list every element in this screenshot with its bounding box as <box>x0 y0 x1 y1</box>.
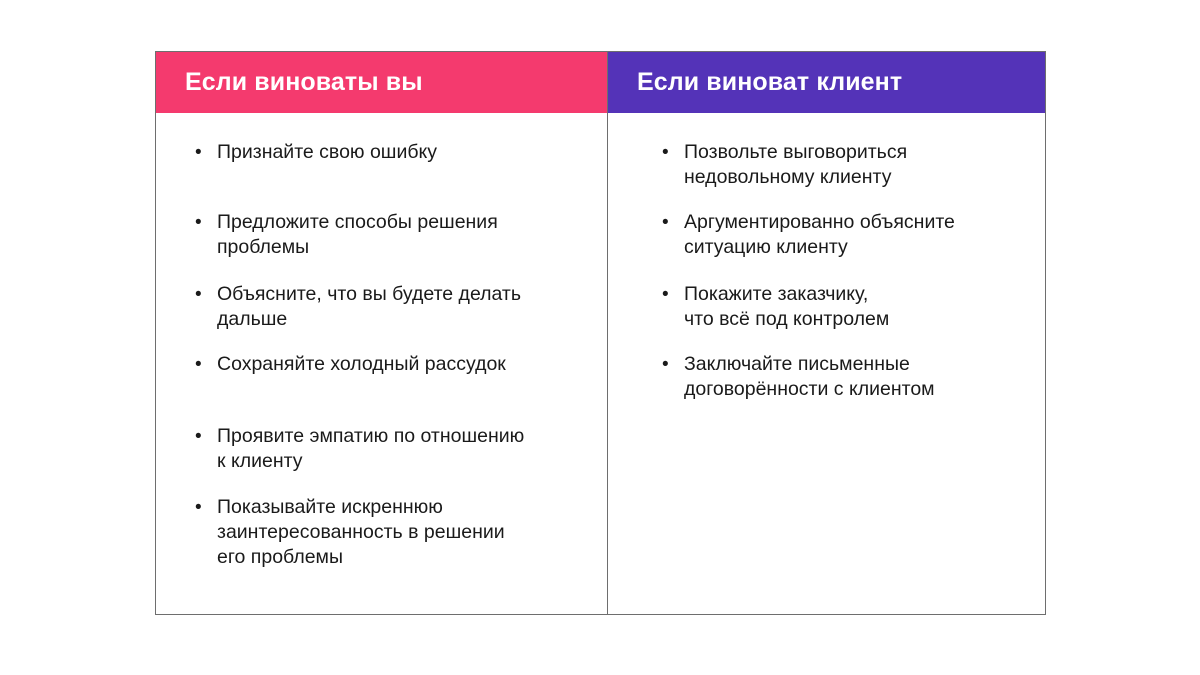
bullet-icon: • <box>195 497 202 518</box>
list-item <box>662 352 1024 402</box>
bullet-icon: • <box>195 142 202 163</box>
bullet-icon: • <box>195 284 202 305</box>
item-line: к клиенту <box>217 450 303 472</box>
item-line: договорённости с клиентом <box>684 378 935 400</box>
list-item <box>195 352 587 377</box>
list-item <box>662 140 1024 190</box>
item-line: что всё под контролем <box>684 308 890 330</box>
bullet-icon: • <box>195 212 202 233</box>
item-line: дальше <box>217 308 288 330</box>
item-line: Показывайте искреннюю <box>217 496 443 518</box>
list-item <box>662 282 1024 332</box>
item-line: ситуацию клиенту <box>684 236 848 258</box>
item-line: его проблемы <box>217 546 343 568</box>
item-line: Предложите способы решения <box>217 211 498 233</box>
list-item <box>195 495 587 570</box>
list-item <box>195 210 587 260</box>
column-if-you-are-at-fault <box>156 52 608 614</box>
item-line: Покажите заказчику, <box>684 283 869 305</box>
item-line: Признайте свою ошибку <box>217 141 438 163</box>
bullet-icon: • <box>662 142 669 163</box>
item-line: Аргументированно объясните <box>684 211 955 233</box>
bullet-icon: • <box>195 426 202 447</box>
item-line: Сохраняйте холодный рассудок <box>217 353 506 375</box>
bullet-icon: • <box>662 284 669 305</box>
column-if-client-is-at-fault <box>608 52 1045 614</box>
bullet-icon: • <box>195 354 202 375</box>
list-item <box>195 140 587 165</box>
column-header-left: Если виноваты вы <box>156 52 607 113</box>
item-line: заинтересованность в решении <box>217 521 505 543</box>
item-line: недовольному клиенту <box>684 166 892 188</box>
column-header-right: Если виноват клиент <box>608 52 1045 113</box>
item-line: Проявите эмпатию по отношению <box>217 425 525 447</box>
comparison-table <box>155 51 1046 615</box>
item-line: проблемы <box>217 236 310 258</box>
item-line: Объясните, что вы будете делать <box>217 283 522 305</box>
bullet-icon: • <box>662 212 669 233</box>
list-item <box>662 210 1024 260</box>
list-item <box>195 282 587 332</box>
bullet-icon: • <box>662 354 669 375</box>
item-line: Позвольте выговориться <box>684 141 908 163</box>
item-line: Заключайте письменные <box>684 353 910 375</box>
list-item <box>195 424 587 474</box>
